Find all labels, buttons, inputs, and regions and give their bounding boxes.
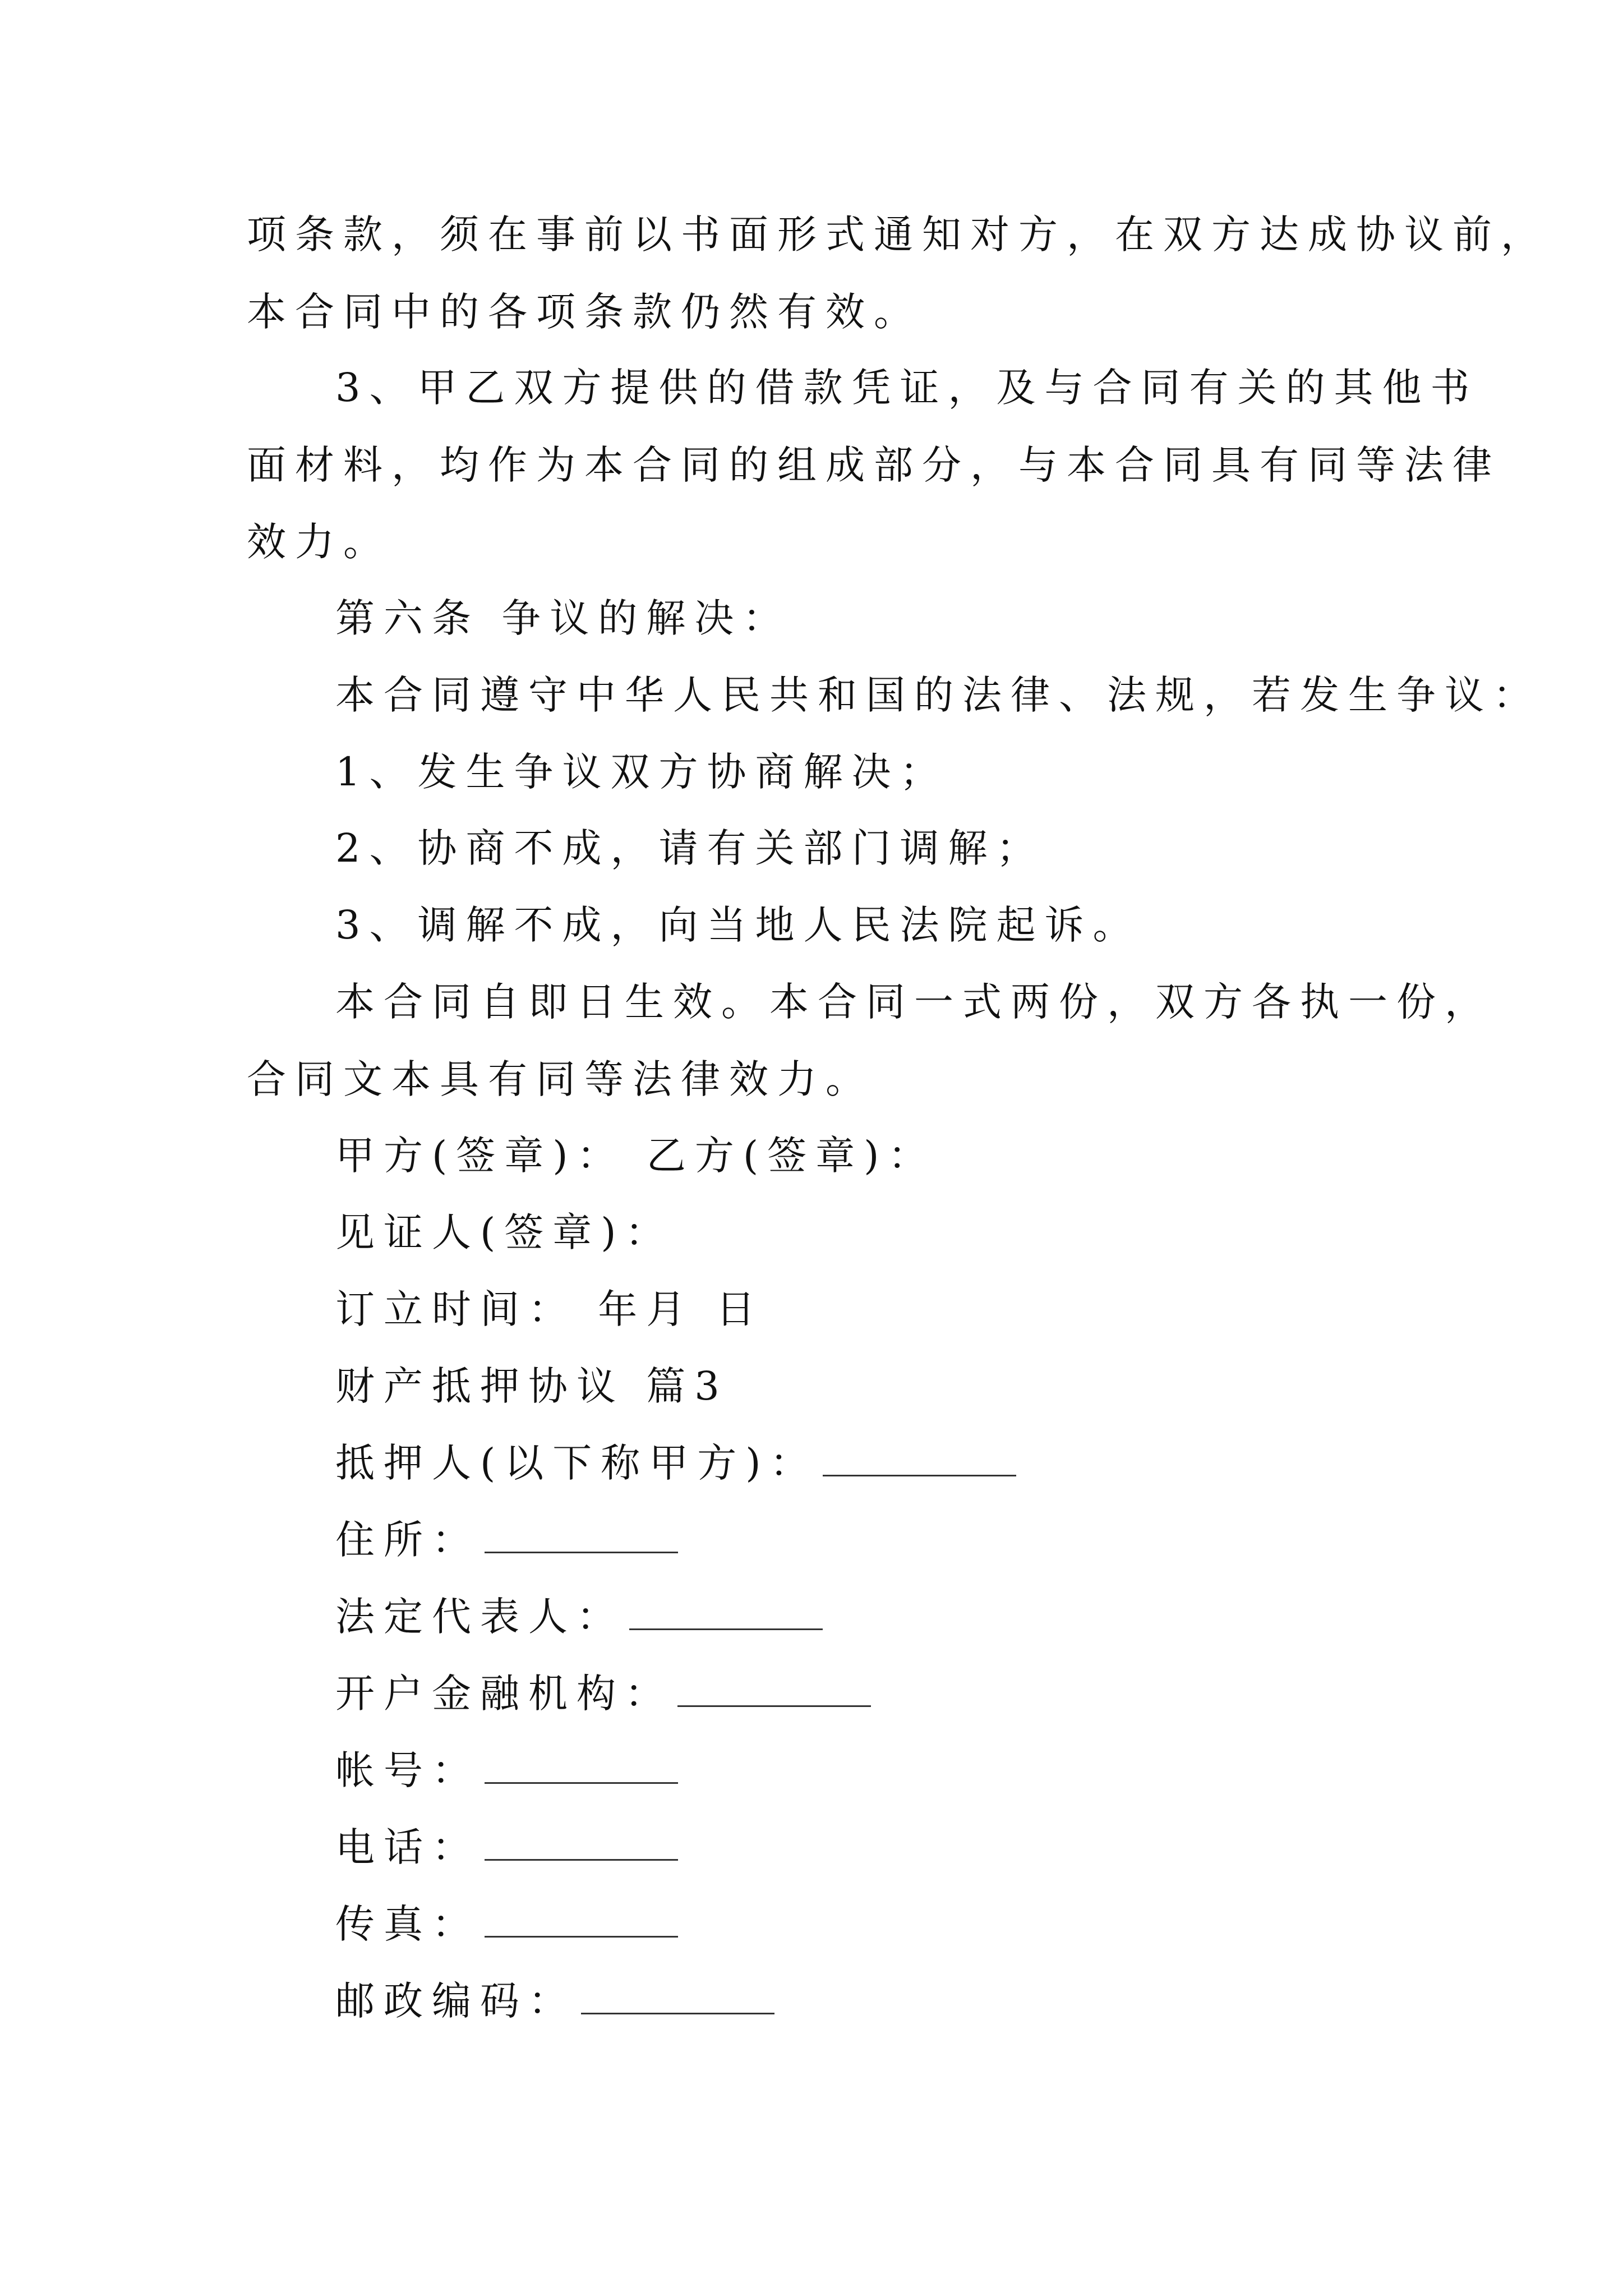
fill-in-blank [581,1979,774,2014]
paragraph-line: 本合同中的各项条款仍然有效。 [247,289,922,335]
list-item: 3、调解不成，向当地人民法院起诉。 [335,902,1141,948]
paragraph-line: 本合同遵守中华人民共和国的法律、法规，若发生争议： [335,672,1541,718]
paragraph-line: 合同文本具有同等法律效力。 [247,1056,874,1102]
form-field-label: 法定代表人： [335,1594,625,1640]
form-field-label: 电话： [335,1824,480,1870]
form-field-label: 住所： [335,1517,480,1563]
section-title: 财产抵押协议 篇3 [335,1363,728,1409]
form-field-label: 邮政编码： [335,1978,577,2024]
list-item: 2、协商不成，请有关部门调解； [335,825,1045,871]
fill-in-blank [485,1749,678,1784]
form-field-label: 抵押人(以下称甲方)： [335,1440,818,1486]
fill-in-blank [485,1902,678,1938]
signature-witness: 见证人(签章)： [335,1209,674,1255]
article-title: 第六条 争议的解决： [335,595,791,641]
fill-in-blank [485,1825,678,1861]
form-field-postal-code [335,1974,774,2028]
form-field-mortgagor [335,1436,1016,1490]
form-field-label: 帐号： [335,1747,480,1793]
fill-in-blank [629,1595,823,1630]
paragraph-line: 本合同自即日生效。本合同一式两份，双方各执一份， [335,979,1493,1025]
paragraph-line: 面材料，均作为本合同的组成部分，与本合同具有同等法律 [247,442,1501,488]
form-field-account [335,1743,678,1797]
fill-in-blank [677,1672,871,1707]
paragraph-line: 效力。 [247,519,391,565]
form-field-phone [335,1820,678,1874]
fill-in-blank [823,1441,1016,1476]
form-field-address [335,1513,678,1567]
form-field-legal-representative [335,1590,823,1644]
form-field-bank [335,1667,871,1720]
form-field-label: 传真： [335,1901,480,1947]
fill-in-blank [485,1518,678,1553]
form-field-label: 开户金融机构： [335,1671,673,1717]
paragraph-line: 3、甲乙双方提供的借款凭证，及与合同有关的其他书 [335,365,1479,411]
signature-date: 订立时间： 年月 日 [335,1286,764,1332]
paragraph-line: 项条款，须在事前以书面形式通知对方，在双方达成协议前， [247,211,1549,257]
signature-parties: 甲方(签章)： 乙方(签章)： [335,1133,937,1179]
form-field-fax [335,1897,678,1951]
list-item: 1、发生争议双方协商解决； [335,749,948,795]
